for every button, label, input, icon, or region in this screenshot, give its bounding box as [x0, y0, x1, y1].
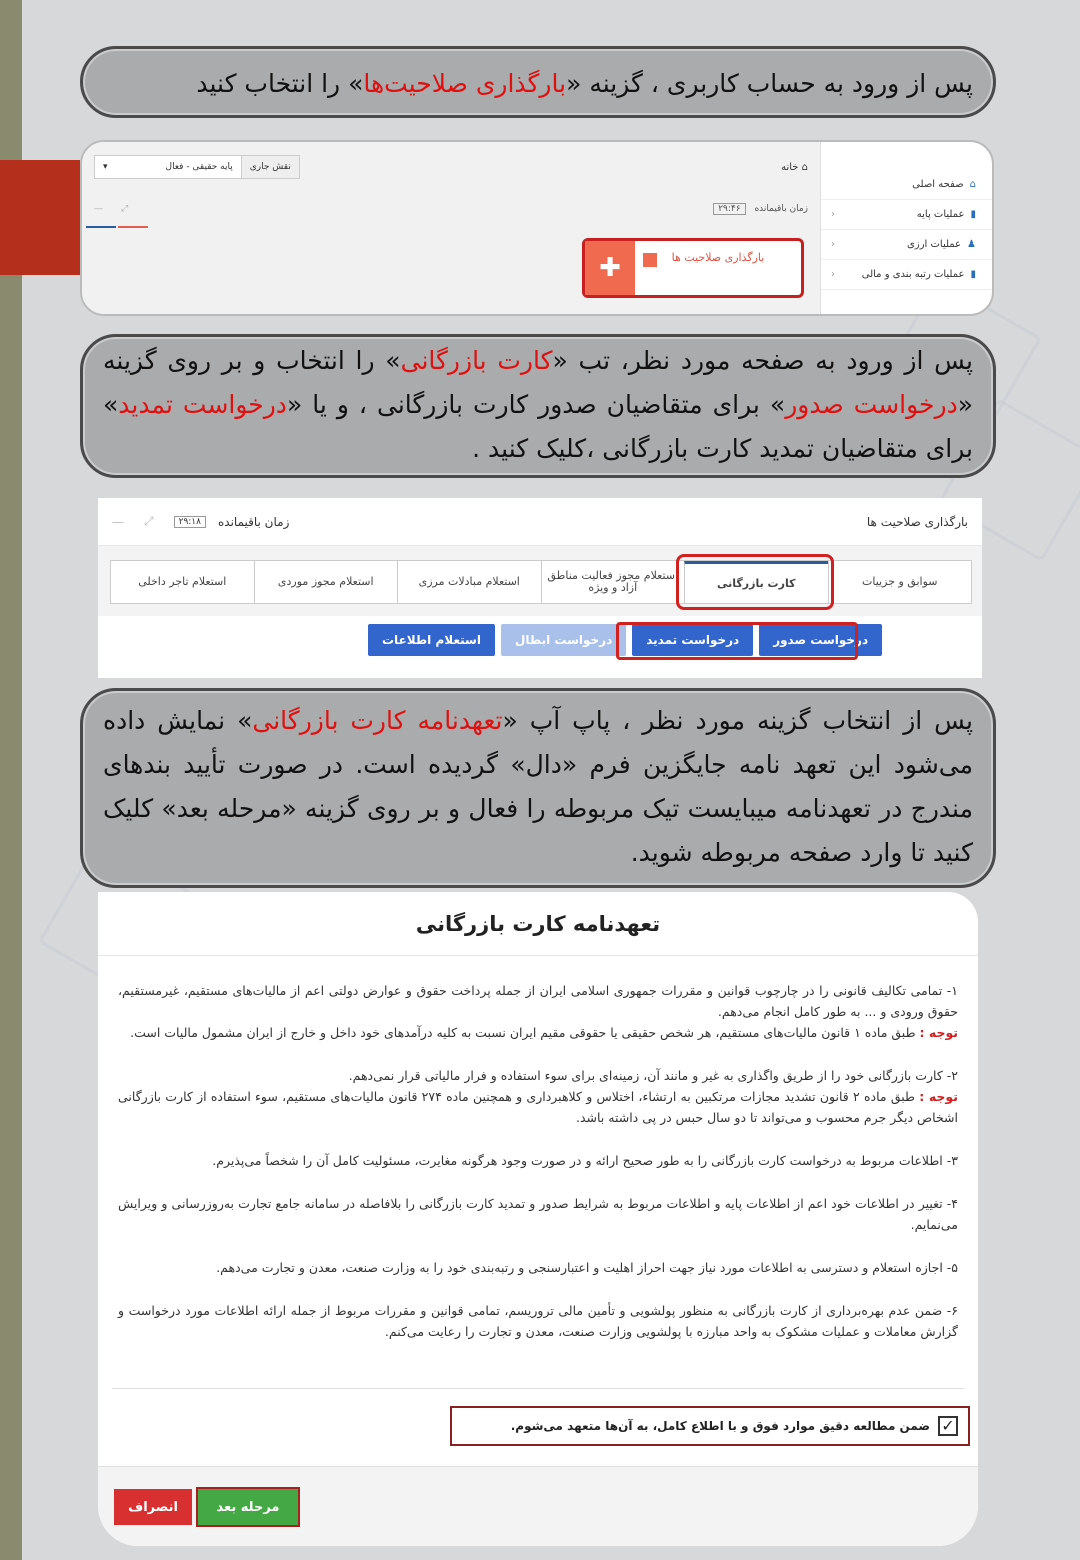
decorative-red-block — [0, 160, 80, 275]
fullscreen-icon[interactable]: ⤢ — [144, 514, 154, 528]
tab-case-permit[interactable]: استعلام مجوز موردی — [254, 561, 398, 603]
chevron-left-icon: ‹ — [831, 269, 835, 280]
highlight-frame — [616, 622, 858, 660]
home-icon: ⌂ — [969, 179, 976, 190]
clause-4: ۴- تغییر در اطلاعات خود اعم از اطلاعات پایه و اطلاعات مربوط به شرایط صدور و تمدید کارت بازرگانی را بلافاصله در سامانه جامع تجارت به‌روزرسانی و ویرایش می‌نمایم. — [118, 1196, 958, 1232]
tab-history[interactable]: سوابق و جزییات — [828, 561, 972, 603]
chevron-left-icon: ‹ — [831, 239, 835, 250]
clause-1: ۱- تمامی تکالیف قانونی را در چارچوب قوانین و مقررات جمهوری اسلامی ایران از جمله پرداخت حقوق و عوارض دولتی اعم از مالیات‌های مستقیم، غیرمستقیم، حقوق ورودی و ... به طور کامل انجام می‌دهم. توجه : طبق ماده ۱ قانون مالیات‌های مستقیم، هر شخص حقیقی یا حقوقی مقیم ایران نسبت به کلیه درآمدهای خود داخل و خارج از ایران مشمول مالیات است. — [118, 983, 958, 1040]
divider — [112, 1388, 964, 1389]
instruction-step-3: پس از انتخاب گزینه مورد نظر ، پاپ آپ «تعهدنامه کارت بازرگانی» نمایش داده می‌شود این تعهد نامه جایگزین فرم «دال» گردیده است. در صورت تأیید بندهای مندرج در تعهدنامه میبایست تیک مربوطه را فعال و بر روی گزینه «مرحله بعد» کلیک کنید تا وارد صفحه مربوطه شوید. — [80, 688, 996, 888]
session-timer: زمان باقیمانده ۲۹:۴۶ — [713, 204, 808, 214]
instruction-step-2: پس از ورود به صفحه مورد نظر، تب «کارت بازرگانی» را انتخاب و بر روی گزینه «درخواست صدور» برای متقاضیان صدور کارت بازرگانی ، و یا «درخواست تمدید» برای متقاضیان تمدید کارت بازرگانی ،کلیک کنید . — [80, 334, 996, 478]
tile-marker — [643, 253, 657, 267]
inquiry-button[interactable]: استعلام اطلاعات — [368, 624, 495, 656]
home-icon: ⌂ — [801, 161, 808, 173]
commitment-dialog — [98, 892, 978, 1546]
instruction-step-1: پس از ورود به حساب کاربری ، گزینه «بارگذاری صلاحیت‌ها» را انتخاب کنید — [80, 46, 996, 118]
sidebar-item-rating-ops[interactable]: ▮ عملیات رتبه بندی و مالی ‹ — [821, 260, 992, 290]
dialog-footer — [98, 1466, 978, 1546]
agree-checkbox-row[interactable]: ✓ ضمن مطالعه دقیق موارد فوق و با اطلاع کامل، به آن‌ها متعهد می‌شوم. — [450, 1406, 970, 1446]
issue-request-button[interactable]: درخواست صدور — [759, 624, 882, 656]
tab-free-zone-permit[interactable]: استعلام مجوز فعالیت مناطق آزاد و ویژه — [541, 561, 685, 603]
role-selector[interactable]: نقش جاری پایه حقیقی - فعال ▾ — [94, 155, 300, 179]
minimize-icon[interactable]: — — [112, 514, 124, 529]
dialog-title: تعهدنامه کارت بازرگانی — [98, 892, 978, 956]
dashboard-main — [82, 142, 820, 316]
caret-down-icon: ▾ — [103, 162, 108, 172]
chart-icon: ▮ — [970, 269, 976, 280]
chart-icon: ▮ — [970, 209, 976, 220]
upload-qualifications-tile[interactable]: بارگذاری صلاحیت ها ✚ — [582, 238, 804, 298]
breadcrumb[interactable]: ⌂ خانه — [781, 161, 808, 173]
tab-domestic-trader[interactable]: استعلام تاجر داخلی — [138, 575, 227, 588]
page-title: بارگذاری صلاحیت ها — [866, 514, 968, 529]
dialog-body — [98, 956, 978, 1342]
checkbox-checked-icon[interactable]: ✓ — [938, 1416, 958, 1436]
sidebar-item-base-ops[interactable]: ▮ عملیات پایه ‹ — [821, 200, 992, 230]
fullscreen-icon[interactable]: ⤢ — [121, 204, 129, 214]
tab-border-exchange[interactable]: استعلام مبادلات مرزی — [397, 561, 541, 603]
session-timer: زمان باقیمانده ۲۹:۱۸ — [174, 515, 290, 529]
next-step-button[interactable]: مرحله بعد — [196, 1487, 300, 1527]
highlight-frame — [676, 554, 834, 610]
clause-3: ۳- اطلاعات مربوط به درخواست کارت بازرگانی را به طور صحیح ارائه و در صورت وجود هرگونه مغایرت، مسئولیت کامل آن را شخصاً می‌پذیرم. — [212, 1153, 958, 1168]
tab-commercial-card[interactable]: کارت بازرگانی — [684, 561, 828, 603]
chevron-left-icon: ‹ — [831, 209, 835, 220]
clause-6: ۶- ضمن عدم بهره‌برداری از کارت بازرگانی به منظور پولشویی و تأمین مالی تروریسم، تمامی قوانین و مقررات مربوط از جمله ارائه اطلاعات مورد درخواست و گزارش معاملات و عملیات مشکوک به واحد مبارزه با پولشویی وزارت صنعت، معدن و تجارت را رعایت می‌کنم. — [118, 1303, 958, 1339]
renew-request-button[interactable]: درخواست تمدید — [632, 624, 753, 656]
tabs-bar — [98, 546, 982, 616]
sidebar-menu — [820, 142, 992, 316]
clause-2: ۲- کارت بازرگانی خود را از طریق واگذاری به غیر و مانند آن، زمینه‌ای برای سوء استفاده و فرار مالیاتی قرار نمی‌دهم. توجه : طبق ماده ۲ قانون تشدید مجازات مرتکبین به ارتشاء، اختلاس و کلاهبرداری و همچنین ماده ۲۷۴ قانون مالیات‌های مستقیم، سوء استفاده از کارت بازرگانی اشخاص دیگر جرم محسوب و می‌تواند تا دو سال حبس در پی داشته باشد. — [118, 1068, 958, 1125]
users-icon: ♟ — [967, 239, 976, 250]
clause-5: ۵- اجازه استعلام و دسترسی به اطلاعات مورد نیاز جهت احراز اهلیت و اعتبارسنجی و رتبه‌بندی خود را به وزارت صنعت، معدن و تجارت می‌دهم. — [216, 1260, 958, 1275]
sidebar-item-currency-ops[interactable]: ♟ عملیات ارزی ‹ — [821, 230, 992, 260]
sidebar-item-home[interactable]: ⌂ صفحه اصلی — [821, 170, 992, 200]
minimize-icon[interactable]: — — [94, 204, 103, 214]
add-user-icon: ✚ — [585, 241, 635, 295]
cancel-button[interactable]: انصراف — [114, 1489, 192, 1525]
cancel-request-button[interactable]: درخواست ابطال — [501, 624, 626, 656]
screenshot-dashboard — [80, 140, 994, 316]
